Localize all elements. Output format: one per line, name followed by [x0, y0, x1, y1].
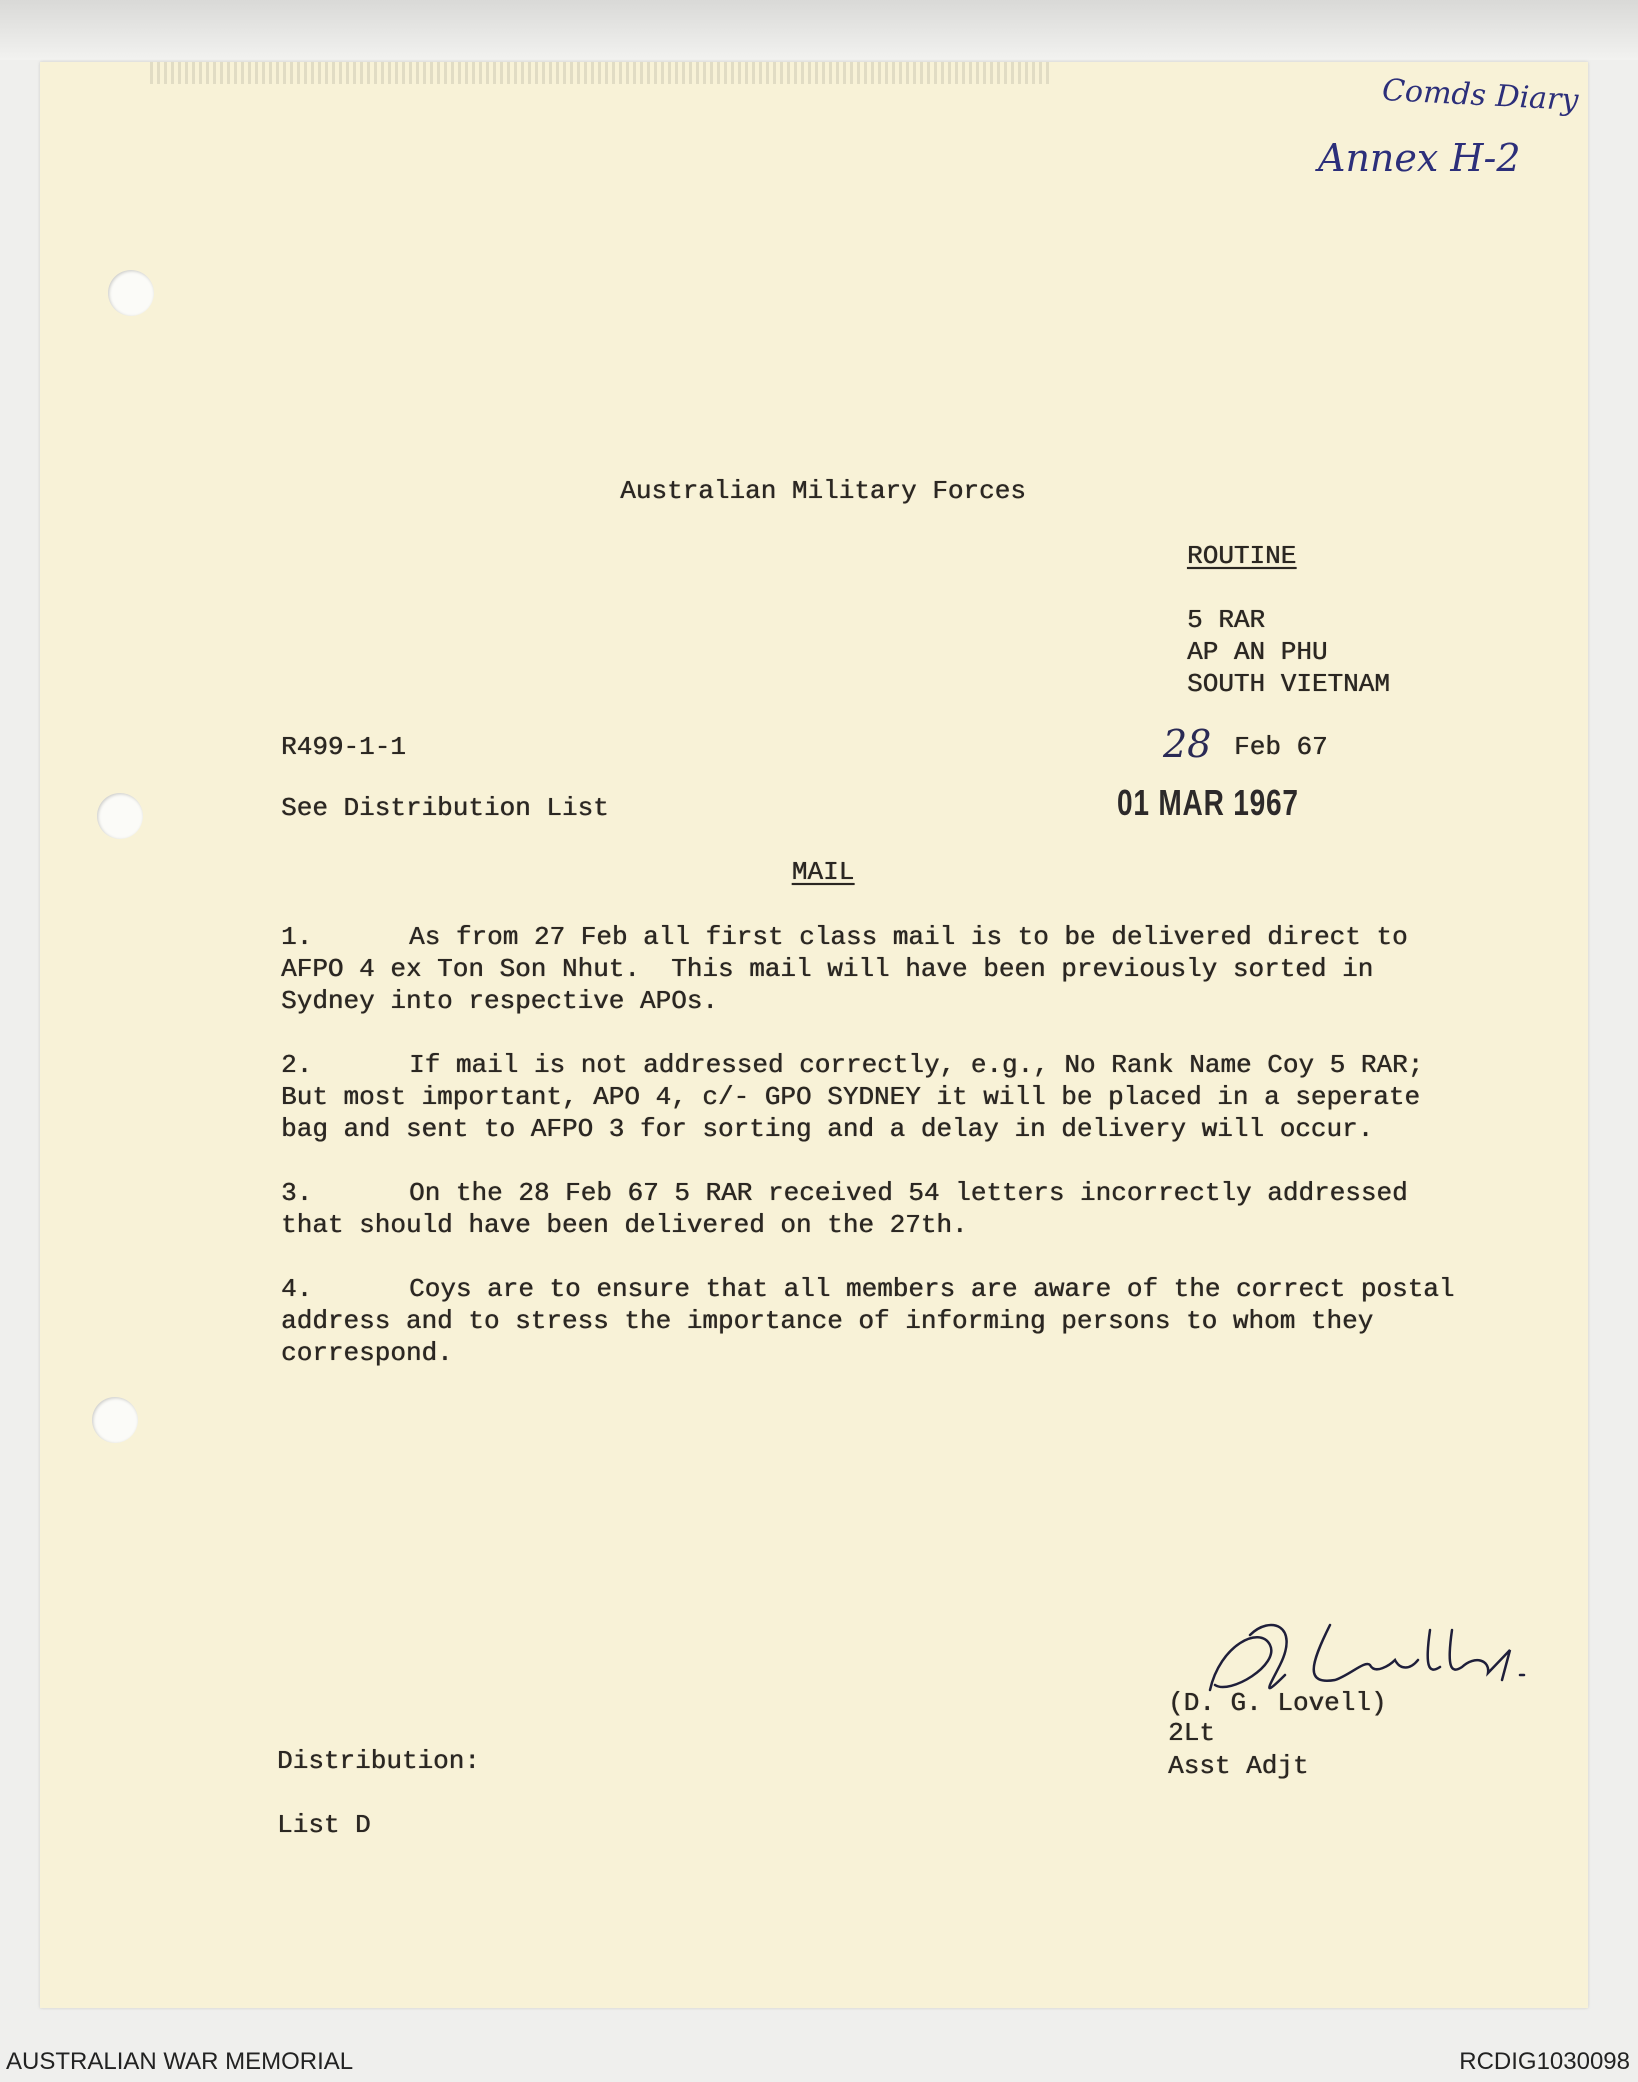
signatory-name: (D. G. Lovell) — [1168, 1688, 1387, 1718]
archive-credit: AUSTRALIAN WAR MEMORIAL — [6, 2048, 354, 2075]
signatory-rank: 2Lt — [1168, 1718, 1215, 1748]
paragraph-number: 2. — [281, 1050, 313, 1080]
paragraph-line: On the 28 Feb 67 5 RAR received 54 letters incorrectly addressed — [409, 1178, 1408, 1208]
punch-hole — [108, 270, 154, 316]
recipient: See Distribution List — [281, 793, 609, 823]
paragraph-line: bag and sent to AFPO 3 for sorting and a delay in delivery will occur. — [281, 1114, 1374, 1144]
paragraph-line: Sydney into respective APOs. — [281, 986, 718, 1016]
paragraph-line: correspond. — [281, 1338, 453, 1368]
archive-id: RCDIG1030098 — [1459, 2048, 1630, 2075]
address-line: SOUTH VIETNAM — [1187, 669, 1390, 699]
punch-hole — [97, 793, 143, 839]
paragraph-number: 4. — [281, 1274, 313, 1304]
precedence: ROUTINE — [1187, 541, 1297, 571]
handwritten-date: 28 — [1163, 722, 1212, 766]
paragraph-line: Coys are to ensure that all members are aware of the correct postal — [409, 1274, 1455, 1304]
paragraph-line: that should have been delivered on the 27th. — [281, 1210, 968, 1240]
paragraph-number: 3. — [281, 1178, 313, 1208]
paragraph-line: AFPO 4 ex Ton Son Nhut. This mail will have been previously sorted in — [281, 954, 1374, 984]
subject-heading: MAIL — [791, 857, 855, 887]
distribution-list: List D — [277, 1810, 371, 1840]
paragraph-line: But most important, APO 4, c/- GPO SYDNEY it will be placed in a seperate — [281, 1082, 1420, 1112]
paragraph-line: If mail is not addressed correctly, e.g., No Rank Name Coy 5 RAR; — [409, 1050, 1424, 1080]
address-line: 5 RAR — [1187, 605, 1266, 635]
handwritten-annotation-annex: Annex H-2 — [1318, 136, 1521, 180]
distribution-label: Distribution: — [277, 1746, 480, 1776]
handwritten-annotation-diary: Comds Diary — [1381, 72, 1580, 119]
file-reference: R499-1-1 — [281, 732, 406, 762]
paragraph-line: address and to stress the importance of informing persons to whom they — [281, 1306, 1374, 1336]
signatory-appointment: Asst Adjt — [1168, 1751, 1309, 1781]
paragraph-number: 1. — [281, 922, 313, 952]
address-line: AP AN PHU — [1187, 637, 1328, 667]
punch-hole — [92, 1397, 138, 1443]
typed-date: Feb 67 — [1234, 732, 1328, 762]
organisation-heading: Australian Military Forces — [620, 476, 1026, 506]
paragraph-line: As from 27 Feb all first class mail is to be delivered direct to — [409, 922, 1408, 952]
received-date-stamp: 01 MAR 1967 — [1117, 782, 1299, 823]
scan-top-edge — [0, 0, 1638, 60]
